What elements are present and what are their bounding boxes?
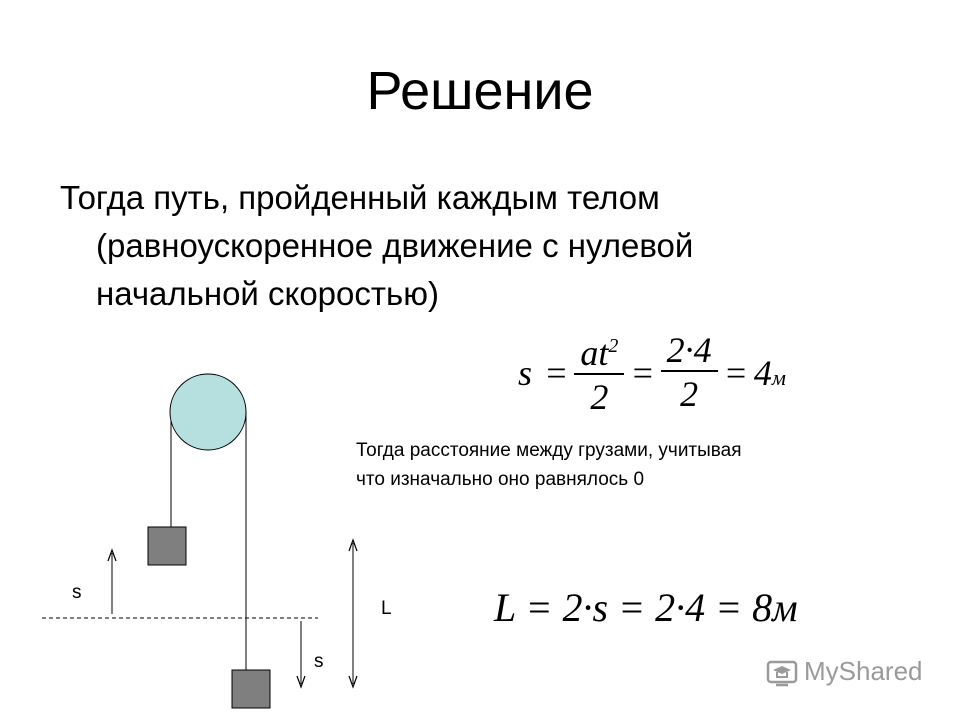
left-weight: [148, 527, 186, 565]
frac2-numerator: 2·4: [661, 330, 718, 372]
arrow-s-left: [108, 550, 116, 614]
frac1-exponent: 2: [608, 335, 619, 357]
arrow-s-right: [297, 621, 305, 687]
note-line-1: Тогда расстояние между грузами, учитывая: [356, 440, 742, 461]
label-s-left: s: [72, 582, 82, 603]
formula-lhs: s: [518, 352, 533, 393]
intro-line-2: (равноускоренное движение с нулевой: [96, 227, 694, 264]
frac1-numerator: at: [580, 333, 609, 373]
path-formula: s = $\frac{at^2}{2}$ = $\frac{2\cdot 4}{2}$ = 4м: [512, 326, 786, 419]
label-s-right: s: [314, 651, 324, 672]
mortarboard-icon: [766, 658, 798, 688]
intro-line-1: Тогда путь, пройденный каждым телом: [60, 179, 660, 216]
distance-formula-text: L = 2·s = 2·4 = 8: [494, 585, 773, 630]
pulley-wheel: [170, 374, 246, 450]
label-L: L: [381, 598, 392, 619]
formula-result: 4: [753, 352, 772, 393]
formula-unit: м: [771, 364, 786, 390]
right-weight: [232, 670, 270, 708]
slide-title: Решение: [366, 61, 594, 121]
watermark-text: MyShared: [804, 656, 923, 686]
note-line-2: что изначально оно равнялось 0: [356, 469, 645, 490]
intro-line-3: начальной скоростью): [96, 275, 439, 312]
frac2-denominator: 2: [680, 373, 699, 414]
arrow-L: [349, 540, 357, 687]
distance-formula-unit: м: [772, 585, 798, 630]
distance-formula: [494, 584, 798, 632]
frac1-denominator: 2: [590, 377, 609, 417]
